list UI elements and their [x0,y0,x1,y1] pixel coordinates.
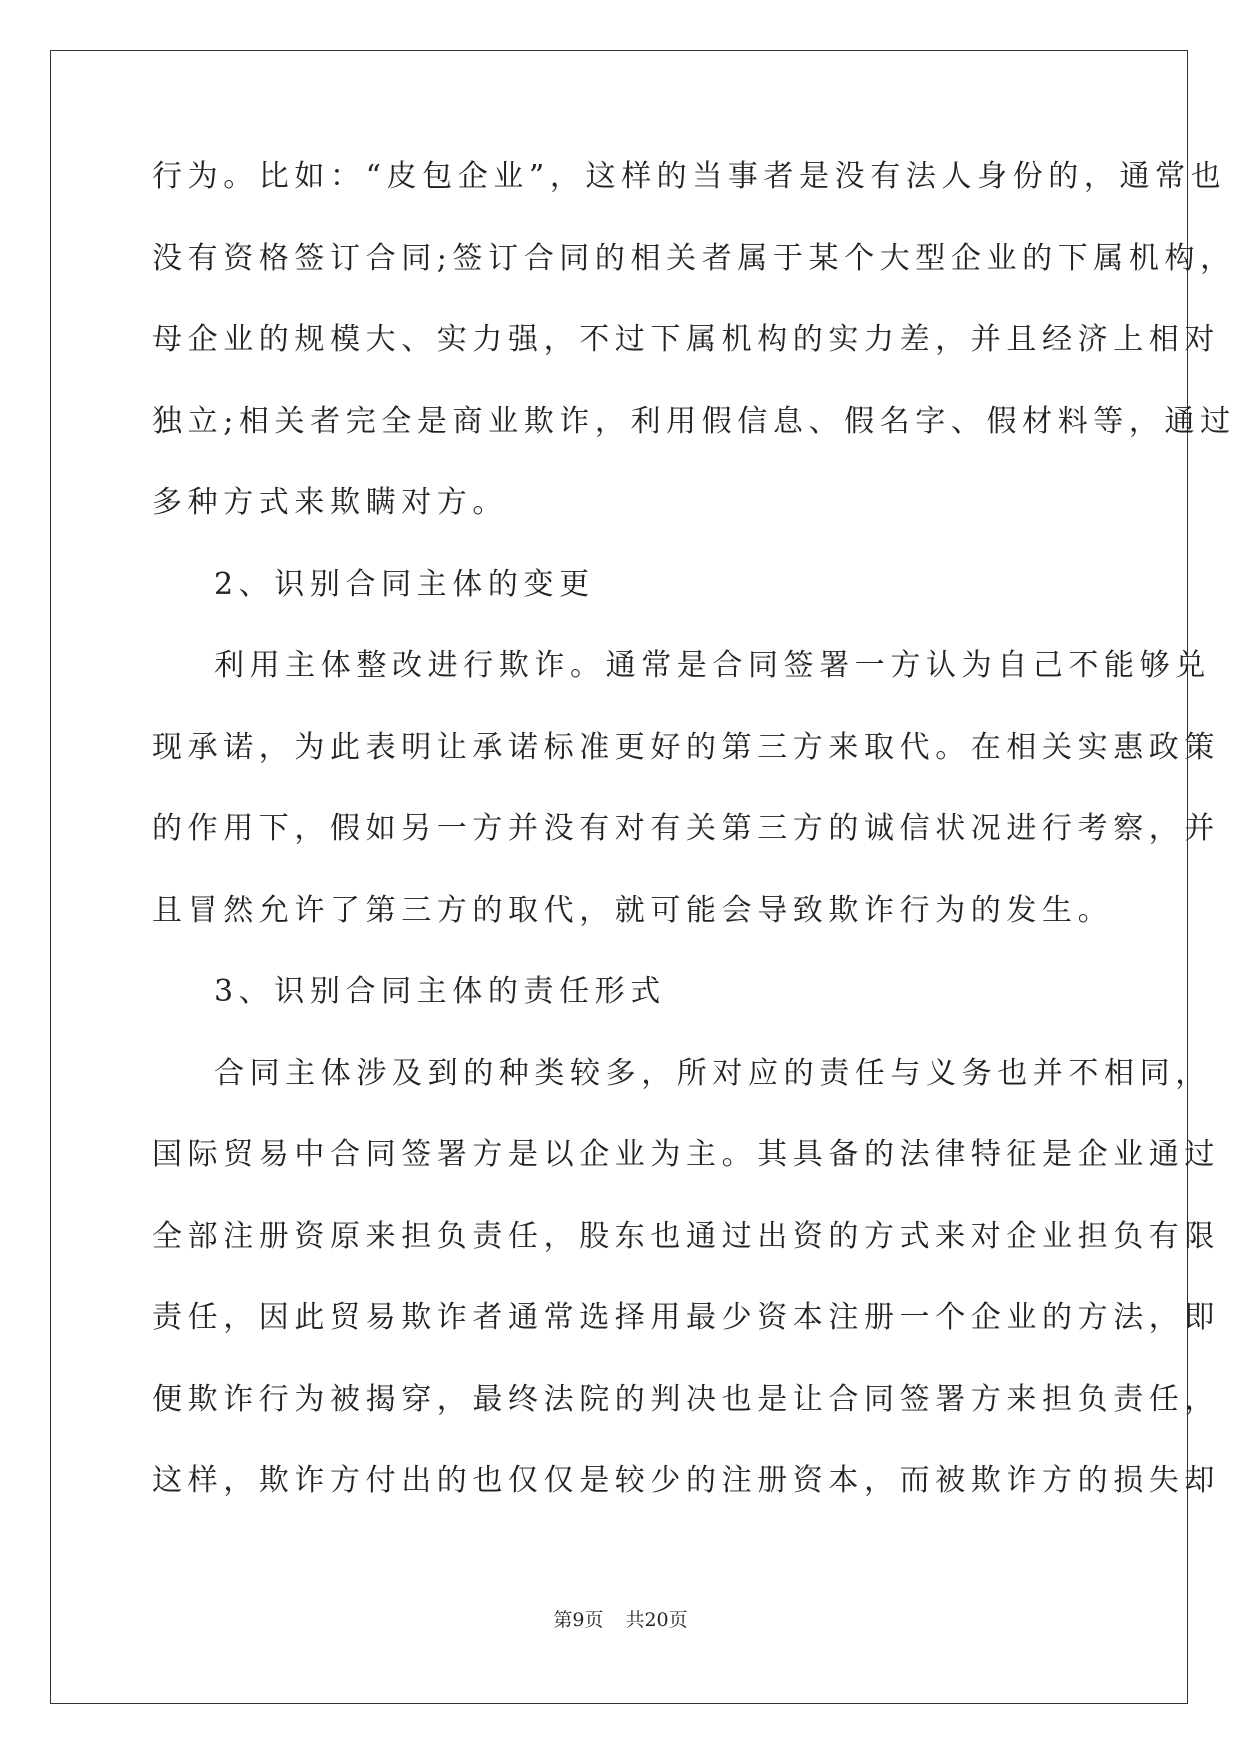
text-line: 全部注册资原来担负责任，股东也通过出资的方式来对企业担负有限 [152,1218,1220,1254]
text-line: 的作用下，假如另一方并没有对有关第三方的诚信状况进行考察，并 [152,811,1220,846]
text-line: 没有资格签订合同;签订合同的相关者属于某个大型企业的下属机构， [152,240,1236,276]
section-heading: 3、识别合同主体的责任形式 [214,974,666,1009]
page-footer [0,1611,1241,1630]
text-line: 这样，欺诈方付出的也仅仅是较少的注册资本，而被欺诈方的损失却 [152,1463,1220,1498]
page-total: 共20页 [625,1609,688,1631]
document-body [152,159,1236,1548]
text-line: 独立;相关者完全是商业欺诈，利用假信息、假名字、假材料等，通过 [152,403,1236,439]
text-line: 便欺诈行为被揭穿，最终法院的判决也是让合同签署方来担负责任， [152,1381,1220,1417]
section-heading: 2、识别合同主体的变更 [214,566,595,602]
text-line: 国际贸易中合同签署方是以企业为主。其具备的法律特征是企业通过 [152,1137,1220,1172]
text-line: 行为。比如：“皮包企业”，这样的当事者是没有法人身份的，通常也 [152,159,1227,194]
text-line: 合同主体涉及到的种类较多，所对应的责任与义务也并不相同， [214,1055,1211,1091]
text-line: 母企业的规模大、实力强，不过下属机构的实力差，并且经济上相对 [152,322,1220,357]
page-number: 第9页 [553,1609,604,1631]
text-line: 责任，因此贸易欺诈者通常选择用最少资本注册一个企业的方法，即 [152,1300,1220,1335]
text-line: 利用主体整改进行欺诈。通常是合同签署一方认为自己不能够兑 [214,648,1211,683]
text-line: 多种方式来欺瞒对方。 [152,485,508,520]
text-line: 现承诺，为此表明让承诺标准更好的第三方来取代。在相关实惠政策 [152,729,1220,765]
text-line: 且冒然允许了第三方的取代，就可能会导致欺诈行为的发生。 [152,892,1114,928]
